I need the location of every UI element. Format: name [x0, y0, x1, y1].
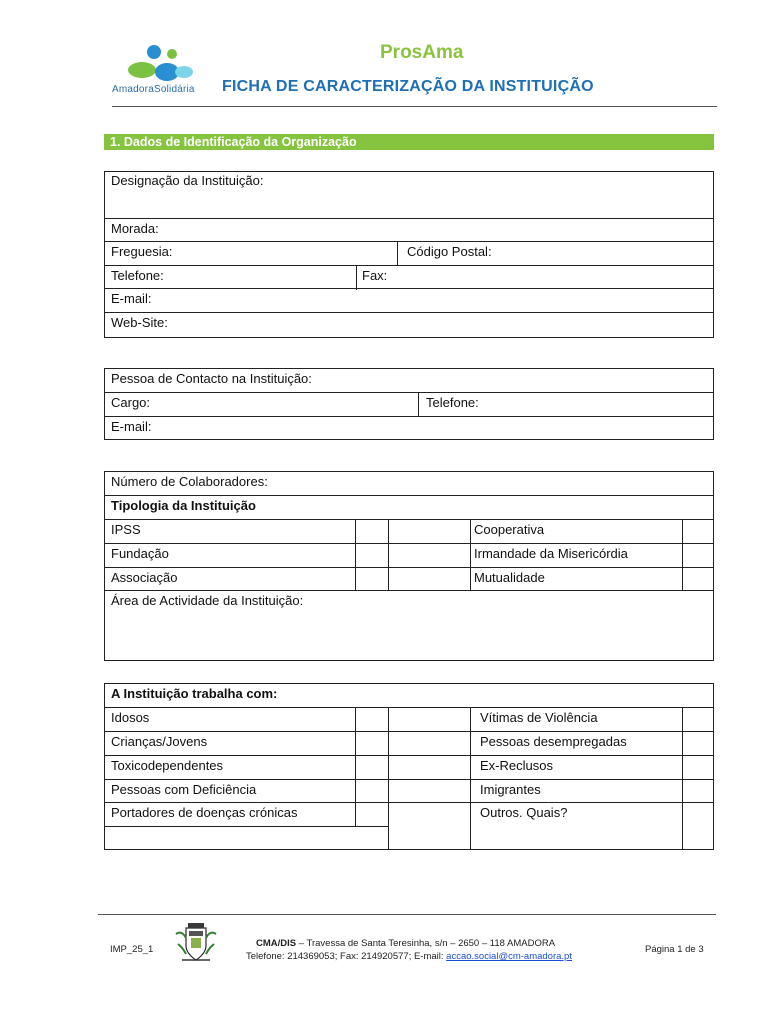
contacto-email-row[interactable]: [105, 416, 713, 440]
trabalha-row-5: [105, 802, 713, 826]
checkbox-deficiencia[interactable]: [356, 780, 388, 802]
amadora-crest-icon: [172, 922, 220, 966]
footer-email-link[interactable]: accao.social@cm-amadora.pt: [446, 951, 572, 962]
tipologia-left-3: Associação: [111, 570, 178, 585]
designacao-label: Designação da Instituição:: [111, 173, 264, 188]
checkbox-toxicodependentes[interactable]: [356, 756, 388, 778]
checkbox-outros[interactable]: [683, 803, 713, 849]
tipologia-right-1: Cooperativa: [474, 522, 545, 537]
cargo-row[interactable]: [105, 392, 713, 416]
tipologia-right-2: Irmandade da Misericórdia: [474, 546, 628, 561]
logo-text: AmadoraSolidária: [112, 84, 195, 95]
website-row[interactable]: [105, 312, 713, 338]
email-label: E-mail:: [111, 291, 152, 306]
checkbox-irmandade[interactable]: [683, 544, 713, 566]
codigo-postal-label: Código Postal:: [407, 244, 492, 259]
checkbox-criancas[interactable]: [356, 732, 388, 754]
trabalha-right-2: Pessoas desempregadas: [480, 734, 627, 749]
website-label: Web-Site:: [111, 315, 168, 330]
target-groups-table: [104, 683, 714, 850]
trabalha-heading: A Instituição trabalha com:: [111, 686, 278, 701]
area-actividade-label: Área de Actividade da Instituição:: [111, 593, 304, 608]
checkbox-ipss[interactable]: [356, 520, 388, 542]
checkbox-associacao[interactable]: [356, 568, 388, 590]
tipologia-row-3: [105, 567, 713, 591]
footer-address: [256, 938, 555, 949]
identification-table: [104, 171, 714, 338]
footer-contacts-text: Telefone: 214369053; Fax: 214920577; E-mail:: [246, 951, 447, 962]
trabalha-row-3: [105, 755, 713, 779]
trabalha-row-1: [105, 707, 713, 731]
checkbox-fundacao[interactable]: [356, 544, 388, 566]
contacto-email-label: E-mail:: [111, 419, 152, 434]
checkbox-cooperativa[interactable]: [683, 520, 713, 542]
footer-address-text: – Travessa de Santa Teresinha, s/n – 2650 – 118 AMADORA: [296, 938, 556, 949]
typology-table: [104, 471, 714, 661]
trabalha-left-3: Toxicodependentes: [111, 758, 224, 773]
freguesia-label: Freguesia:: [111, 244, 173, 259]
telefone-label: Telefone:: [111, 268, 164, 283]
cargo-label: Cargo:: [111, 395, 151, 410]
amadora-solidaria-logo: [112, 42, 212, 97]
checkbox-ex-reclusos[interactable]: [683, 756, 713, 778]
header-divider: [112, 106, 717, 107]
trabalha-row-2: [105, 731, 713, 755]
colaboradores-label: Número de Colaboradores:: [111, 474, 268, 489]
section-heading: 1. Dados de Identificação da Organização: [104, 134, 714, 150]
page-number: Página 1 de 3: [645, 944, 704, 955]
trabalha-heading-row: [105, 684, 713, 708]
fax-label: Fax:: [362, 268, 388, 283]
footer-divider: [98, 914, 716, 915]
morada-row[interactable]: [105, 218, 713, 242]
checkbox-idosos[interactable]: [356, 708, 388, 730]
email-row[interactable]: [105, 288, 713, 312]
tipologia-heading-row: [105, 495, 713, 519]
trabalha-right-4: Imigrantes: [480, 782, 541, 797]
trabalha-right-1: Vítimas de Violência: [480, 710, 598, 725]
tipologia-row-1: [105, 519, 713, 543]
trabalha-left-1: Idosos: [111, 710, 150, 725]
pessoa-row[interactable]: [105, 369, 713, 393]
trabalha-left-5: Portadores de doenças crónicas: [111, 805, 298, 820]
tipologia-left-2: Fundação: [111, 546, 169, 561]
trabalha-left-2: Crianças/Jovens: [111, 734, 208, 749]
trabalha-right-5: Outros. Quais?: [480, 805, 568, 820]
telefone-row[interactable]: [105, 265, 713, 289]
footer-contacts: [246, 951, 572, 962]
trabalha-left-4: Pessoas com Deficiência: [111, 782, 257, 797]
contacto-telefone-label: Telefone:: [426, 395, 479, 410]
checkbox-vitimas[interactable]: [683, 708, 713, 730]
pessoa-contacto-label: Pessoa de Contacto na Instituição:: [111, 371, 312, 386]
freguesia-row[interactable]: [105, 241, 713, 265]
checkbox-doencas-cronicas[interactable]: [356, 803, 388, 825]
form-code: IMP_25_1: [110, 944, 154, 955]
document-title: FICHA DE CARACTERIZAÇÃO DA INSTITUIÇÃO: [222, 78, 594, 95]
tipologia-heading: Tipologia da Instituição: [111, 498, 256, 513]
checkbox-desempregadas[interactable]: [683, 732, 713, 754]
footer-org: CMA/DIS: [256, 938, 297, 949]
brand-title: ProsAma: [380, 42, 464, 63]
checkbox-imigrantes[interactable]: [683, 780, 713, 802]
contact-table: [104, 368, 714, 440]
area-actividade-row[interactable]: [105, 590, 713, 661]
colaboradores-row[interactable]: [105, 472, 713, 496]
tipologia-row-2: [105, 543, 713, 567]
designacao-row[interactable]: [105, 172, 713, 219]
tipologia-left-1: IPSS: [111, 522, 141, 537]
trabalha-row-4: [105, 779, 713, 803]
morada-label: Morada:: [111, 221, 159, 236]
checkbox-mutualidade[interactable]: [683, 568, 713, 590]
trabalha-right-3: Ex-Reclusos: [480, 758, 553, 773]
tipologia-right-3: Mutualidade: [474, 570, 545, 585]
logo-figures-icon: [112, 42, 212, 87]
